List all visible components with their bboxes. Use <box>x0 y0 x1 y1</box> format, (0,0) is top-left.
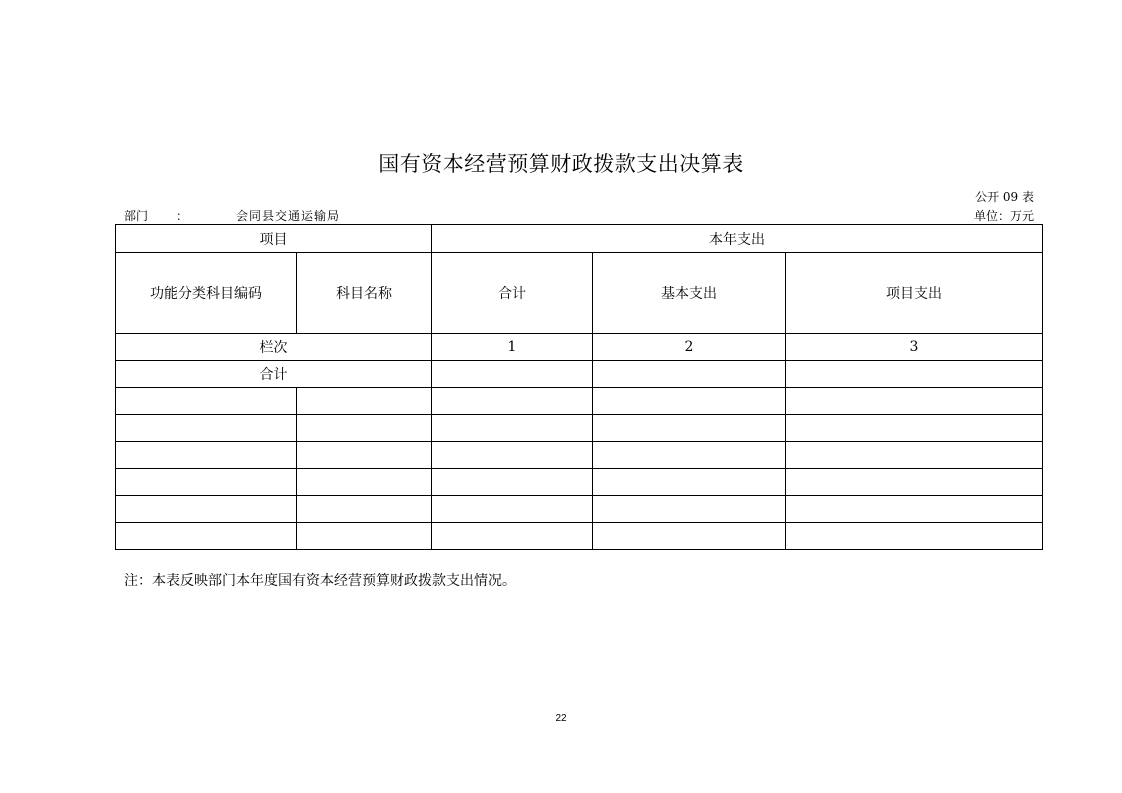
total-row <box>116 361 1043 388</box>
column-index-row <box>116 334 1043 361</box>
form-code: 公开 09 表 <box>975 190 1034 204</box>
table-cell <box>297 469 432 496</box>
table-cell <box>116 388 297 415</box>
table-cell <box>297 388 432 415</box>
table-row <box>116 469 1043 496</box>
table-cell <box>593 442 786 469</box>
table-cell <box>786 415 1043 442</box>
total-label: 合计 <box>116 361 432 388</box>
column-header-subject-name: 科目名称 <box>297 253 432 334</box>
table-cell <box>116 442 297 469</box>
total-cell <box>786 361 1043 388</box>
total-cell <box>593 361 786 388</box>
page-title: 国有资本经营预算财政拨款支出决算表 <box>378 152 744 176</box>
total-cell <box>432 361 593 388</box>
table-row <box>116 415 1043 442</box>
page-number: 22 <box>555 713 567 724</box>
table-cell <box>432 496 593 523</box>
table-cell <box>116 415 297 442</box>
table-cell <box>297 415 432 442</box>
table-cell <box>786 442 1043 469</box>
table-cell <box>593 496 786 523</box>
table-cell <box>116 469 297 496</box>
column-index-1: 1 <box>432 334 593 361</box>
table-row <box>116 523 1043 550</box>
table-cell <box>432 523 593 550</box>
table-cell <box>432 442 593 469</box>
item-group-header: 项目 <box>116 225 432 253</box>
department-colon: ： <box>176 209 189 223</box>
column-header-row <box>116 253 1043 334</box>
table-cell <box>593 388 786 415</box>
table-cell <box>786 523 1043 550</box>
table-cell <box>116 523 297 550</box>
table-cell <box>786 388 1043 415</box>
table-cell <box>432 415 593 442</box>
table-cell <box>297 523 432 550</box>
table-cell <box>593 415 786 442</box>
column-index-3: 3 <box>786 334 1043 361</box>
table-cell <box>432 469 593 496</box>
table-row <box>116 388 1043 415</box>
department-name: 会同县交通运输局 <box>236 209 341 223</box>
table-cell <box>116 496 297 523</box>
table-cell <box>786 469 1043 496</box>
group-header-row <box>116 225 1043 253</box>
table-note: 注：本表反映部门本年度国有资本经营预算财政拨款支出情况。 <box>124 573 516 589</box>
current-year-expenditure-header: 本年支出 <box>432 225 1043 253</box>
table-cell <box>786 496 1043 523</box>
table-cell <box>593 469 786 496</box>
column-header-function-code: 功能分类科目编码 <box>116 253 297 334</box>
column-header-total: 合计 <box>432 253 593 334</box>
expenditure-table <box>115 224 1043 550</box>
column-index-label: 栏次 <box>116 334 432 361</box>
column-index-2: 2 <box>593 334 786 361</box>
table-row <box>116 496 1043 523</box>
table-cell <box>297 496 432 523</box>
unit-label: 单位：万元 <box>973 209 1034 223</box>
column-header-project-expenditure: 项目支出 <box>786 253 1043 334</box>
table-row <box>116 442 1043 469</box>
table-cell <box>432 388 593 415</box>
column-header-basic-expenditure: 基本支出 <box>593 253 786 334</box>
department-label: 部门 <box>124 209 149 223</box>
table-cell <box>593 523 786 550</box>
table-cell <box>297 442 432 469</box>
